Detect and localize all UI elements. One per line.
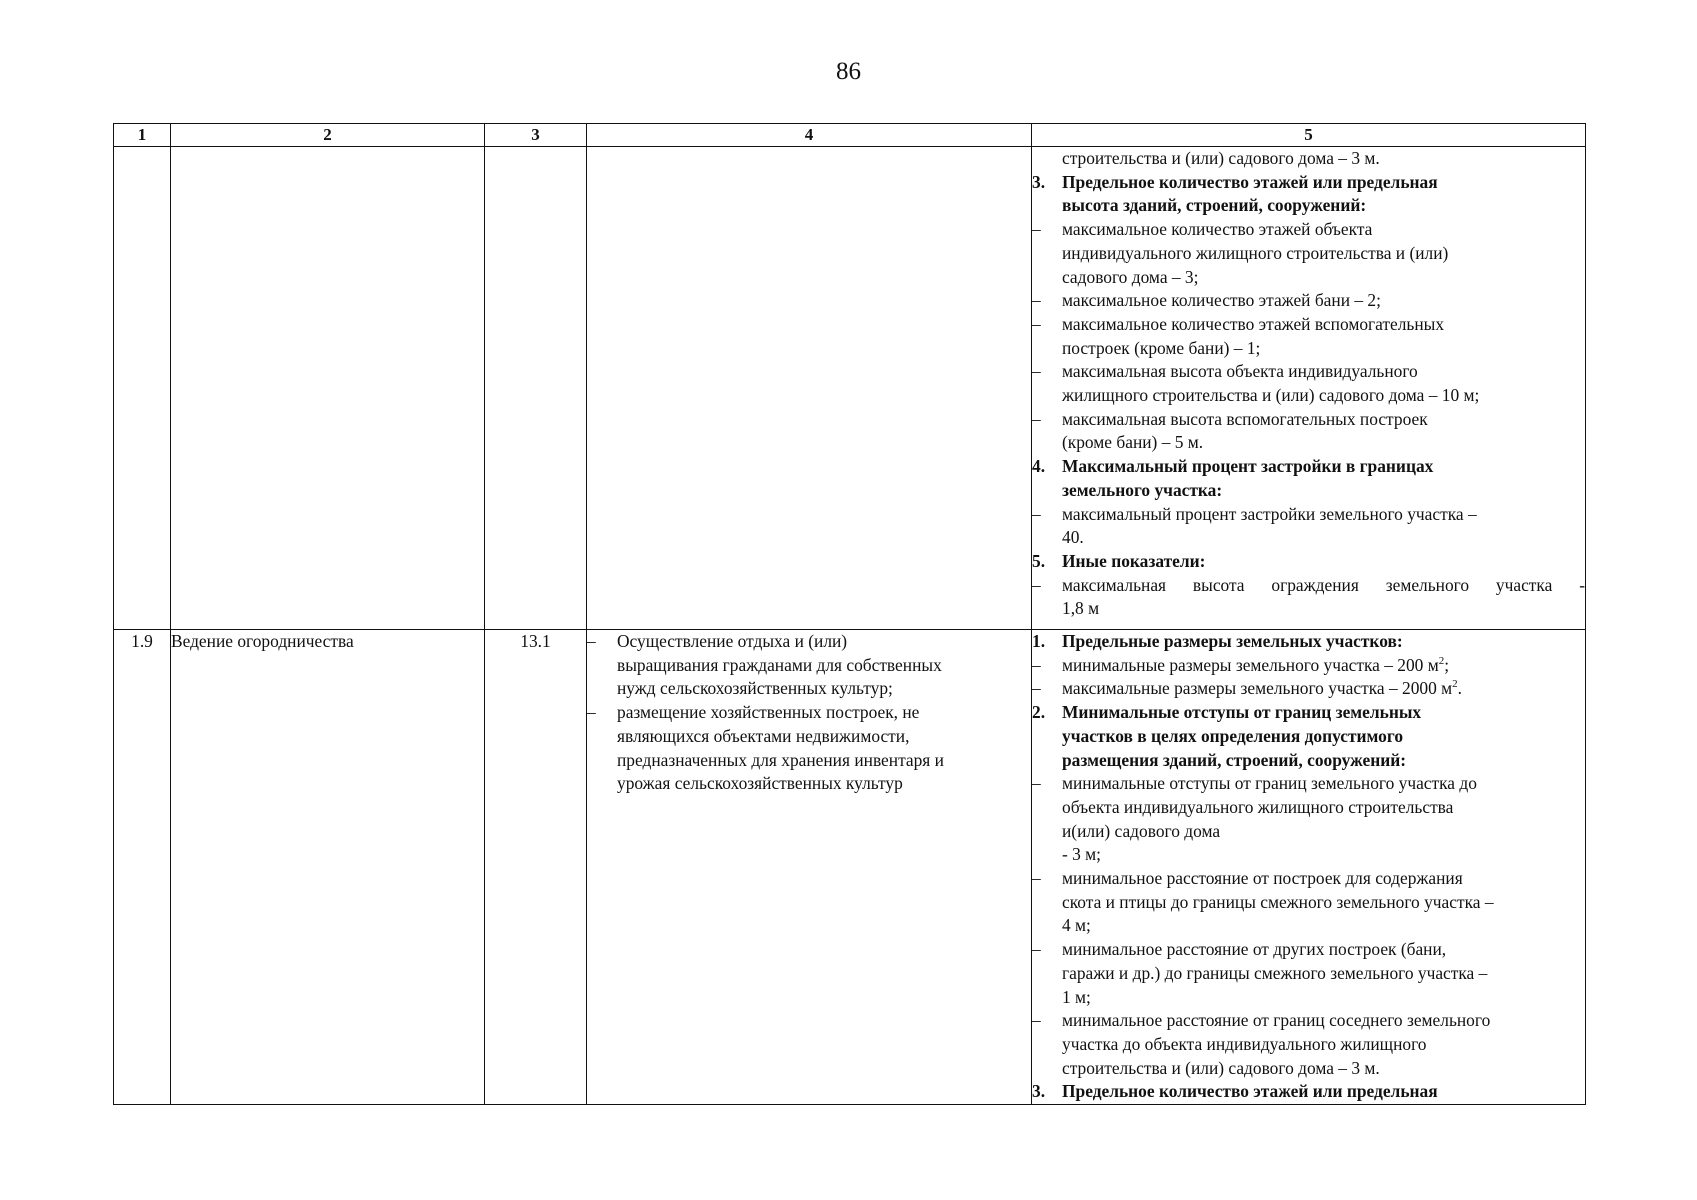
bullet-marker [1032,194,1062,218]
regulations-table [113,123,1586,1105]
activity-name-cell: Ведение огородничества [171,630,485,1105]
column-header: 3 [485,124,587,147]
item-number: 2. [1032,702,1046,723]
text-line [587,701,1031,725]
line-text: строительства и (или) садового дома – 3 м. [1062,148,1380,168]
activity-code-cell: 13.1 [485,630,587,1105]
line-text: максимальная высота вспомогательных построек [1062,408,1428,429]
line-text: строительства и (или) садового дома – 3 м. [1062,1057,1380,1078]
line-text: выращивания гражданами для собственных [617,654,942,675]
line-text: максимальное количество этажей объекта [1062,219,1373,240]
bullet-marker [1032,914,1062,938]
column-header: 2 [171,124,485,147]
bullet-marker [1032,986,1062,1010]
line-text: максимальные размеры земельного участка – 2000 $м^2$. [1062,678,1462,699]
text-line [587,677,1031,701]
text-line [1032,242,1585,266]
bullet-marker: – [1032,868,1041,889]
line-text: участка до объекта индивидуального жилищного [1062,1033,1427,1054]
parameters-cell [1032,147,1586,630]
line-text: земельного участка: [1062,479,1223,500]
text-line [1032,431,1585,455]
activity-description-cell [587,147,1032,630]
text-line [1032,147,1585,171]
text-line [1032,701,1585,725]
text-line [1032,843,1585,867]
line-text: скота и птицы до границы смежного земельного участка – [1062,891,1494,912]
bullet-marker: – [1032,654,1041,675]
bullet-marker [1032,266,1062,290]
line-text: садового дома – 3; [1062,266,1199,287]
text-line [1032,891,1585,915]
item-number: 1. [1032,631,1046,651]
activity-code-cell [485,147,587,630]
table-row [114,630,1586,1105]
text-line [1032,408,1585,432]
text-line [1032,360,1585,384]
bullet-marker [1032,749,1062,773]
text-line [1032,384,1585,408]
bullet-marker [1032,479,1062,503]
bullet-marker [1032,1033,1062,1057]
text-line [1032,630,1585,654]
line-text: индивидуального жилищного строительства и (или) [1062,242,1449,263]
text-line [587,630,1031,654]
item-number: 5. [1032,550,1046,571]
text-line [587,772,1031,796]
table-header-row [114,124,1586,147]
bullet-marker [587,677,617,701]
line-text: Предельное количество этажей или предельная [1062,1081,1438,1102]
line-text: Максимальный процент застройки в границах [1062,456,1434,477]
bullet-marker: – [1032,313,1041,334]
line-text: урожая сельскохозяйственных культур [617,773,903,794]
bullet-marker [1032,242,1062,266]
text-line [1032,654,1585,678]
line-text: нужд сельскохозяйственных культур; [617,678,893,699]
line-text: размещение хозяйственных построек, не [617,702,920,723]
item-number: 3. [1032,1081,1046,1102]
activity-name-cell [171,147,485,630]
line-text: жилищного строительства и (или) садового дома – 10 м; [1062,385,1480,406]
bullet-marker [1032,725,1062,749]
bullet-marker [1032,962,1062,986]
text-line [1032,526,1585,550]
text-line [1032,938,1585,962]
text-line [1032,337,1585,361]
bullet-marker [1032,384,1062,408]
activity-description-cell [587,630,1032,1105]
line-text: 1,8 м [1062,598,1100,619]
bullet-marker [587,749,617,773]
text-line [1032,597,1585,621]
bullet-marker [1032,337,1062,361]
bullet-marker [1032,843,1062,867]
bullet-marker: – [1032,574,1041,595]
text-line [1032,725,1585,749]
column-header: 5 [1032,124,1586,147]
line-text: минимальные отступы от границ земельного участка до [1062,773,1477,794]
line-text: Иные показатели: [1062,550,1206,571]
text-line [1032,1057,1585,1081]
text-line [1032,479,1585,503]
text-line [1032,266,1585,290]
bullet-marker [1032,796,1062,820]
bullet-marker: – [1032,219,1041,240]
superscript: 2 [1438,654,1445,667]
line-text: (кроме бани) – 5 м. [1062,432,1204,453]
line-text: Минимальные отступы от границ земельных [1062,702,1422,723]
bullet-marker [1032,597,1062,621]
line-text: высота зданий, строений, сооружений: [1062,195,1367,216]
bullet-marker [1032,526,1062,550]
line-text: максимальная высота ограждения земельного участка - [1062,574,1585,595]
text-line [1032,1033,1585,1057]
text-line [1032,171,1585,195]
line-text: Предельные размеры земельных участков: [1062,631,1403,651]
parameters-cell [1032,630,1586,1105]
text-line [1032,1080,1585,1104]
text-line [1032,914,1585,938]
line-text: участков в целях определения допустимого [1062,725,1404,746]
bullet-marker: – [1032,503,1041,524]
row-number-cell: 1.9 [114,630,171,1105]
line-text: Предельное количество этажей или предельная [1062,171,1438,192]
line-text: минимальные размеры земельного участка – 200 $м^2$; [1062,654,1450,675]
bullet-marker [1032,431,1062,455]
table-row [114,147,1586,630]
bullet-marker: – [1032,408,1041,429]
line-text: 1 м; [1062,986,1091,1007]
column-header: 1 [114,124,171,147]
bullet-marker: – [1032,361,1041,382]
superscript: 2 [1452,678,1458,691]
line-text: предназначенных для хранения инвентаря и [617,749,944,770]
bullet-marker [1032,820,1062,844]
text-line [1032,772,1585,796]
bullet-marker [1032,891,1062,915]
row-number-cell [114,147,171,630]
bullet-marker: – [1032,939,1041,960]
line-text: минимальное расстояние от других построек (бани, [1062,939,1447,960]
text-line [1032,986,1585,1010]
line-text: максимальный процент застройки земельного участка – [1062,503,1477,524]
text-line [1032,1009,1585,1033]
bullet-marker: – [587,702,596,723]
text-line [1032,867,1585,891]
line-text: минимальное расстояние от построек для содержания [1062,868,1463,889]
text-line [1032,677,1585,701]
text-line [1032,820,1585,844]
line-text: являющихся объектами недвижимости, [617,725,910,746]
text-line [1032,503,1585,527]
line-text: размещения зданий, строений, сооружений: [1062,749,1407,770]
line-text: максимальная высота объекта индивидуального [1062,361,1418,382]
text-line [1032,749,1585,773]
text-line [1032,574,1585,598]
item-number: 3. [1032,171,1046,192]
line-text: - 3 м; [1062,844,1102,865]
bullet-marker [587,725,617,749]
bullet-marker: – [1032,773,1041,794]
line-text: и(или) садового дома [1062,820,1221,841]
line-text: гаражи и др.) до границы смежного земельного участка – [1062,962,1488,983]
line-text: максимальное количество этажей бани – 2; [1062,290,1381,311]
bullet-marker: – [587,631,596,651]
bullet-marker [587,654,617,678]
page-number: 86 [836,58,861,85]
column-header: 4 [587,124,1032,147]
bullet-marker [587,772,617,796]
text-line [587,725,1031,749]
text-line [1032,796,1585,820]
text-line [1032,550,1585,574]
text-line [1032,313,1585,337]
line-text: объекта индивидуального жилищного строительства [1062,796,1454,817]
text-line [1032,194,1585,218]
item-number: 4. [1032,456,1046,477]
line-text: 4 м; [1062,915,1091,936]
bullet-marker: – [1032,678,1041,699]
line-text: минимальное расстояние от границ соседнего земельного [1062,1010,1491,1031]
bullet-marker [1032,147,1062,171]
text-line [1032,218,1585,242]
text-line [1032,455,1585,479]
line-text: Осуществление отдыха и (или) [617,631,848,651]
line-text: построек (кроме бани) – 1; [1062,337,1261,358]
bullet-marker: – [1032,1010,1041,1031]
text-line [1032,962,1585,986]
text-line [587,749,1031,773]
line-text: максимальное количество этажей вспомогательных [1062,313,1445,334]
text-line [1032,289,1585,313]
bullet-marker: – [1032,290,1041,311]
line-text: 40. [1062,527,1084,548]
bullet-marker [1032,1057,1062,1081]
text-line [587,654,1031,678]
